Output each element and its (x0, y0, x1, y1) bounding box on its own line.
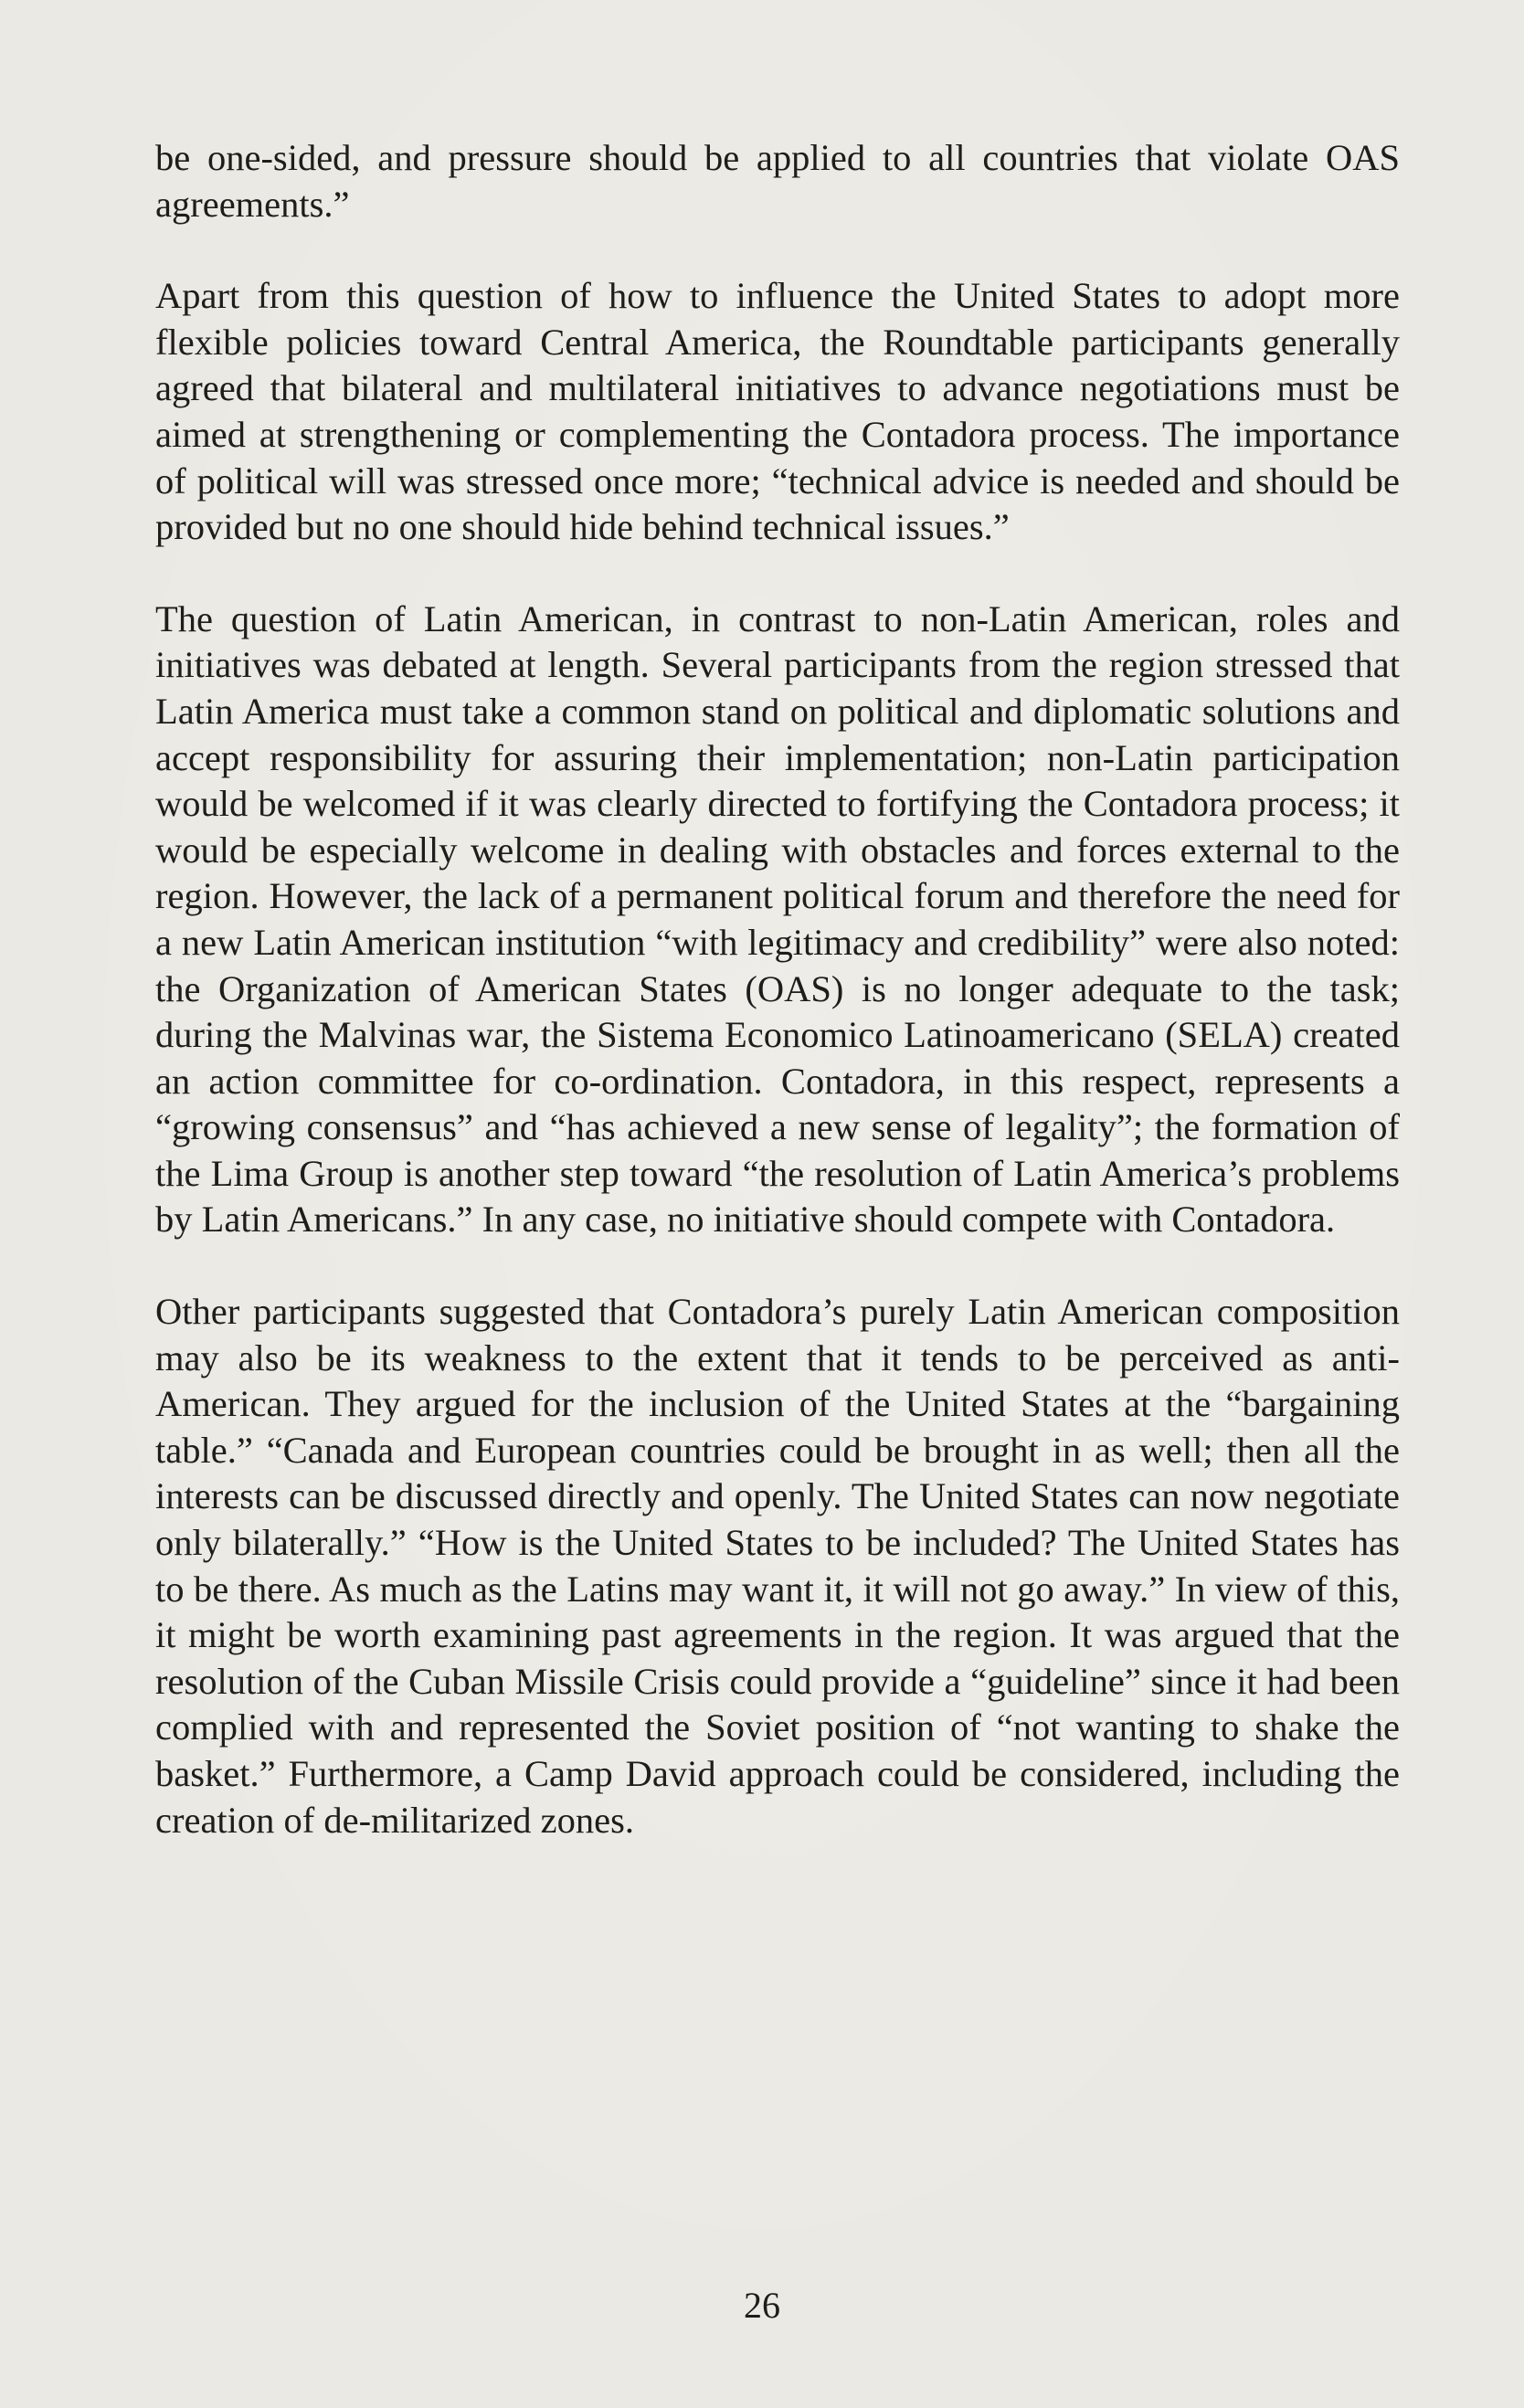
paragraph-2: Apart from this question of how to influence the United States to adopt more flexible policies toward Central America, the Roundtable participants generally agreed that bilateral and multilateral initiatives to advance negotiations must be aimed at strengthening or complementing the Contadora process. The importance of political will was stressed once more; “technical advice is needed and should be provided but no one should hide behind technical issues.” (155, 275, 1400, 548)
page-number: 26 (744, 2285, 780, 2326)
paragraph-4: Other participants suggested that Contadora’s purely Latin American composition may also be its weakness to the extent that it tends to be perceived as anti-American. They argued for the inclusion of the United States at the “bargaining table.” “Canada and European countries could be brought in as well; then all the interests can be discussed directly and openly. The United States can now negotiate only bilaterally.” “How is the United States to be included? The United States has to be there. As much as the Latins may want it, it will not go away.” In view of this, it might be worth examining past agreements in the region. It was argued that the resolution of the Cuban Missile Crisis could provide a “guideline” since it had been complied with and represented the Soviet position of “not wanting to shake the basket.” Furthermore, a Camp David approach could be considered, including the creation of de-militarized zones. (155, 1291, 1400, 1841)
paragraph-3: The question of Latin American, in contrast to non-Latin American, roles and initiatives was debated at length. Several participants from the region stressed that Latin America must take a common stand on political and diplomatic solutions and accept responsibility for assuring their implementation; non-Latin participation would be welcomed if it was clearly directed to fortifying the Contadora process; it would be especially welcome in dealing with obstacles and forces external to the region. However, the lack of a permanent political forum and therefore the need for a new Latin American institution “with legitimacy and credibility” were also noted: the Organization of American States (OAS) is no longer adequate to the task; during the Malvinas war, the Sistema Economico Latinoamericano (SELA) created an action committee for co-ordination. Contadora, in this respect, represents a “growing consensus” and “has achieved a new sense of legality”; the formation of the Lima Group is another step toward “the resolution of Latin America’s problems by Latin Americans.” In any case, no initiative should compete with Contadora. (155, 597, 1400, 1241)
body-text (155, 135, 1400, 1889)
paragraph-1: be one-sided, and pressure should be applied to all countries that violate OAS agreements.” (155, 137, 1400, 225)
